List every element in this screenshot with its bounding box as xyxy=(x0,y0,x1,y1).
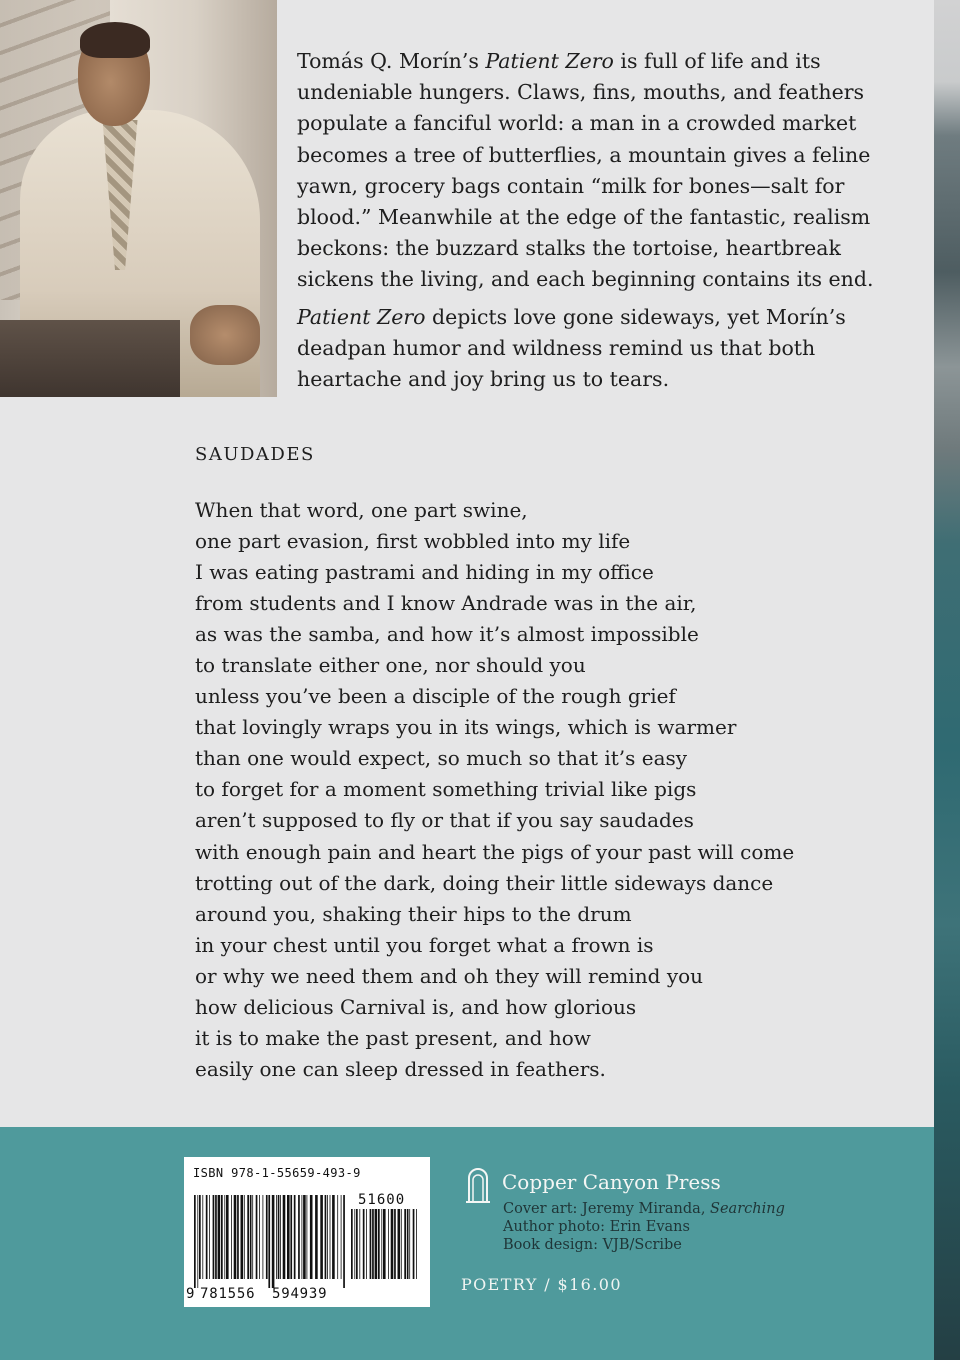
barcode-bar xyxy=(332,1195,335,1279)
poem-line: around you, shaking their hips to the drum xyxy=(195,901,632,926)
poem-body xyxy=(195,495,895,1085)
ean-barcode xyxy=(194,1195,346,1288)
barcode-bar xyxy=(325,1195,327,1279)
barcode-bar xyxy=(391,1209,394,1279)
cover-art-credit xyxy=(503,1200,785,1218)
barcode-bar xyxy=(237,1195,239,1279)
barcode-bar xyxy=(359,1209,360,1279)
publisher-logo-icon xyxy=(463,1168,493,1206)
barcode-bar xyxy=(307,1195,308,1279)
barcode-bar xyxy=(413,1209,415,1279)
barcode-bar xyxy=(226,1195,229,1279)
barcode-bar xyxy=(404,1209,406,1279)
publisher-name: Copper Canyon Press xyxy=(502,1170,721,1194)
barcode-bar xyxy=(407,1209,409,1279)
barcode-bar xyxy=(194,1195,196,1288)
barcode-bar xyxy=(398,1209,401,1279)
barcode-bar xyxy=(303,1195,306,1279)
barcode-bar xyxy=(287,1195,290,1279)
barcode-bar xyxy=(298,1195,300,1279)
barcode-bar xyxy=(244,1195,245,1279)
barcode-bar xyxy=(197,1195,198,1288)
barcode-bar xyxy=(383,1209,386,1279)
barcode-bar xyxy=(381,1209,382,1279)
poem-line: with enough pain and heart the pigs of your past will come xyxy=(195,839,795,864)
poem-line: from students and I know Andrade was in the air, xyxy=(195,591,697,616)
barcode-bar xyxy=(221,1195,223,1279)
barcode-bar xyxy=(224,1195,225,1279)
barcode-bar xyxy=(280,1195,281,1279)
blurb-paragraph-2 xyxy=(297,302,917,396)
barcode-bar xyxy=(241,1195,244,1279)
credits xyxy=(503,1200,785,1254)
barcode-bar xyxy=(231,1195,232,1279)
barcode-bar xyxy=(343,1195,345,1288)
barcode-bar xyxy=(283,1195,286,1279)
barcode-bar xyxy=(372,1209,374,1279)
poem-line: one part evasion, first wobbled into my life xyxy=(195,529,631,554)
poem-line: in your chest until you forget what a frown is xyxy=(195,932,654,957)
blurb-book-title: Patient Zero xyxy=(485,49,614,73)
poem-title: SAUDADES xyxy=(195,444,315,465)
poem-line: as was the samba, and how it’s almost impossible xyxy=(195,622,699,647)
barcode-bar xyxy=(337,1195,338,1279)
author-photo xyxy=(0,0,277,397)
ean-first-digit: 9 xyxy=(186,1286,196,1302)
bottom-band xyxy=(0,1127,934,1360)
poem-line: to translate either one, nor should you xyxy=(195,653,586,678)
barcode-bar xyxy=(215,1195,217,1279)
barcode-bar xyxy=(351,1209,353,1279)
barcode-bar xyxy=(199,1195,201,1279)
barcode-bar xyxy=(268,1195,270,1288)
cover-painting-edge xyxy=(934,0,960,1360)
barcode-bar xyxy=(202,1195,203,1279)
poem-line: than one would expect, so much so that it’s easy xyxy=(195,746,688,771)
addon-barcode xyxy=(351,1209,420,1288)
barcode-bar xyxy=(247,1195,249,1279)
barcode-bar xyxy=(315,1195,318,1279)
barcode-bar xyxy=(370,1209,372,1279)
barcode-bar xyxy=(266,1195,268,1279)
barcode-bar xyxy=(320,1195,323,1279)
poem-line: trotting out of the dark, doing their little sideways dance xyxy=(195,870,774,895)
barcode-bar xyxy=(250,1195,252,1279)
barcode-bar xyxy=(356,1209,358,1279)
barcode-bar xyxy=(263,1195,264,1279)
barcode-bar xyxy=(276,1195,277,1279)
barcode-bar xyxy=(256,1195,258,1279)
poem-line: unless you’ve been a disciple of the rough grief xyxy=(195,684,676,709)
barcode-bar xyxy=(363,1209,365,1279)
barcode-bar xyxy=(278,1195,280,1279)
barcode-bar xyxy=(354,1209,355,1279)
photo-hair xyxy=(80,22,150,58)
barcode-bar xyxy=(327,1195,328,1279)
barcode-bar xyxy=(388,1209,389,1279)
barcode-bar xyxy=(209,1195,210,1279)
barcode-bar xyxy=(330,1195,331,1279)
barcode-bar xyxy=(206,1195,208,1279)
book-blurb xyxy=(297,46,917,401)
barcode-bar xyxy=(401,1209,402,1279)
book-design-credit: Book design: VJB/Scribe xyxy=(503,1237,682,1253)
ean-left-digits: 781556 xyxy=(200,1286,256,1302)
barcode-bar xyxy=(218,1195,221,1279)
barcode-bar xyxy=(294,1195,296,1279)
poem-line: easily one can sleep dressed in feathers. xyxy=(195,1056,606,1081)
barcode-bar xyxy=(416,1209,417,1279)
blurb-book-title: Patient Zero xyxy=(297,304,426,329)
barcode-bar xyxy=(302,1195,303,1279)
category-price: POETRY / $16.00 xyxy=(461,1275,622,1294)
photo-hands xyxy=(190,305,260,365)
isbn-label: ISBN 978-1-55659-493-9 xyxy=(193,1166,361,1180)
photo-jeans xyxy=(0,320,180,397)
barcode-bar xyxy=(290,1195,292,1279)
cover-art-label: Cover art: Jeremy Miranda, xyxy=(503,1201,711,1217)
blurb-text: is full of life and its undeniable hungers. Claws, fins, mouths, and feathers populate a fanciful world: a man in a crowded market becomes a tree of butterflies, a mountain gives a feline yawn, grocery bags contain “milk for bones—salt for blood.” Meanwhile at the edge of the fantastic, realism beckons: the buzzard stalks the tortoise, heartbreak sickens the living, and each beginning contains its end. xyxy=(297,49,874,292)
barcode-bar xyxy=(375,1209,378,1279)
barcode-bar xyxy=(234,1195,237,1279)
poem-line: how delicious Carnival is, and how glorious xyxy=(195,994,637,1019)
barcode-bar xyxy=(366,1209,367,1279)
barcode-bar xyxy=(213,1195,215,1279)
poem-line: aren’t supposed to fly or that if you say saudades xyxy=(195,808,694,833)
cover-art-title: Searching xyxy=(710,1201,785,1217)
author-photo-credit: Author photo: Erin Evans xyxy=(503,1219,690,1235)
barcode-bar xyxy=(272,1195,275,1288)
barcode-bar xyxy=(394,1209,396,1279)
poem-line: that lovingly wraps you in its wings, which is warmer xyxy=(195,715,737,740)
barcode-bar xyxy=(252,1195,253,1279)
poem-line: to forget for a moment something trivial like pigs xyxy=(195,777,697,802)
poem-line: When that word, one part swine, xyxy=(195,498,528,522)
poem-line: it is to make the past present, and how xyxy=(195,1025,591,1050)
barcode-panel xyxy=(184,1157,430,1307)
poem-line: or why we need them and oh they will remind you xyxy=(195,963,704,988)
barcode-bar xyxy=(341,1195,342,1279)
ean-number xyxy=(186,1286,327,1302)
blurb-paragraph-1 xyxy=(297,46,917,296)
poem-line: I was eating pastrami and hiding in my office xyxy=(195,560,654,585)
barcode-bar xyxy=(378,1209,380,1279)
barcode-bar xyxy=(409,1209,410,1279)
ean-right-digits: 594939 xyxy=(272,1286,328,1302)
blurb-author-text: Tomás Q. Morín’s xyxy=(297,49,486,73)
barcode-bar xyxy=(310,1195,313,1279)
barcode-addon-number: 51600 xyxy=(358,1192,406,1208)
barcode-bar xyxy=(259,1195,260,1279)
blurb-text: depicts love gone sideways, yet Morín’s deadpan humor and wildness remind us that both heartache and joy bring us to tears. xyxy=(297,304,846,392)
